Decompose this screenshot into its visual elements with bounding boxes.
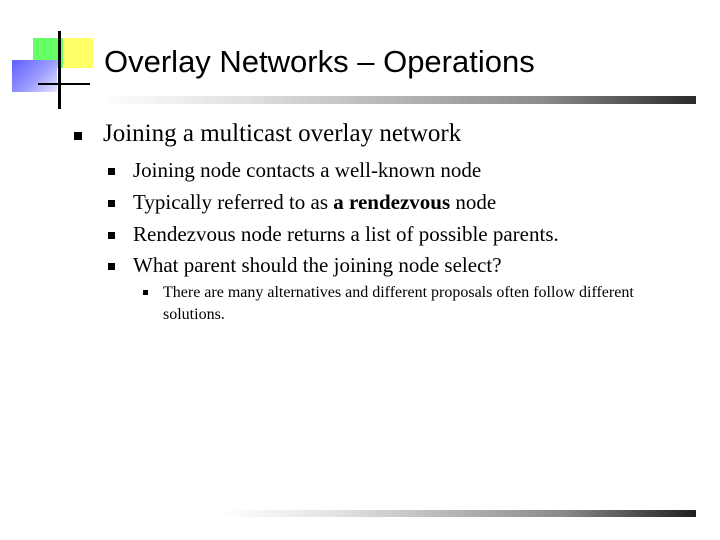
bullet-square-icon [108, 168, 115, 175]
bullet-level2-item [133, 190, 496, 215]
bullet-text: node [450, 190, 497, 214]
bullet-level2-item: Joining node contacts a well-known node [133, 158, 482, 182]
bullet-level1: Joining a multicast overlay network [103, 120, 462, 147]
slide-title: Overlay Networks – Operations [104, 44, 535, 79]
bullet-level3: There are many alternatives and different proposals often follow different solutions. [163, 284, 634, 323]
bullet-square-icon [108, 263, 115, 270]
bullet-level2-item: What parent should the joining node select? [133, 253, 502, 277]
bullet-text: Typically referred to as [133, 190, 334, 214]
bullet-square-icon [108, 232, 115, 239]
bullet-square-icon [74, 132, 82, 140]
bullet-square-icon [108, 200, 115, 207]
footer-rule [220, 510, 696, 517]
bullet-level2-item: Rendezvous node returns a list of possible parents. [133, 222, 559, 246]
bullet-bold-text: a rendezvous [333, 190, 451, 214]
bullet-square-icon [143, 290, 148, 295]
